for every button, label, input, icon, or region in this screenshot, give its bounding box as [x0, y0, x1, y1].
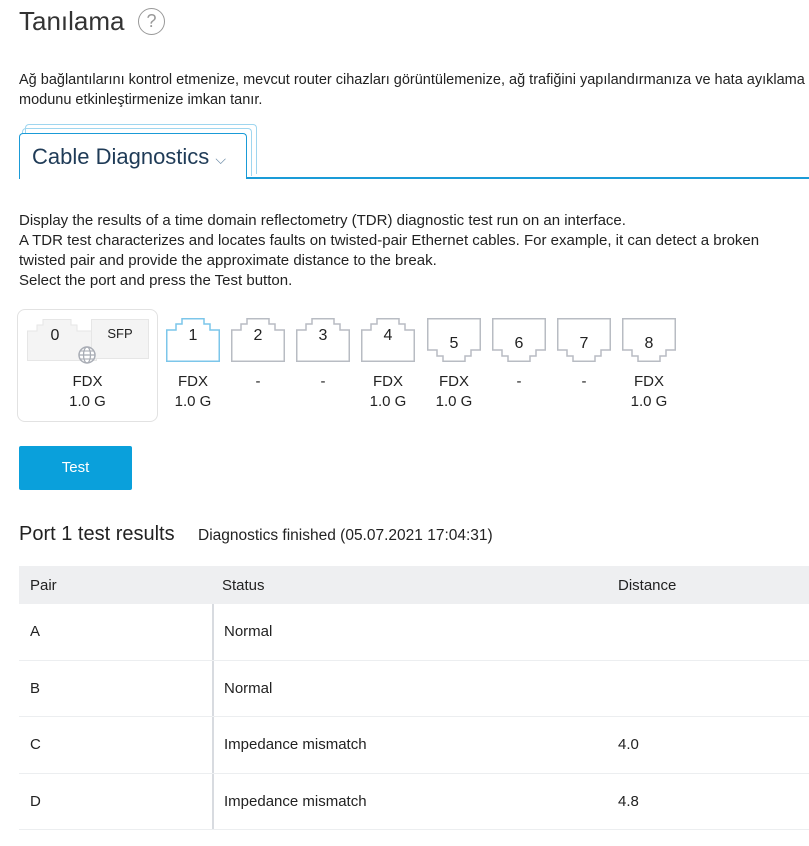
- port-speed: 1.0 G: [630, 393, 668, 410]
- description: [19, 211, 809, 291]
- tab-underline: [246, 177, 809, 179]
- port-duplex: -: [320, 373, 326, 390]
- chevron-down-icon: ⌵: [215, 151, 226, 167]
- table-row: [19, 774, 809, 831]
- port-number: 5: [449, 335, 459, 352]
- port-number: 6: [514, 335, 524, 352]
- cell-distance: 4.0: [618, 736, 639, 754]
- port-duplex: -: [255, 373, 261, 390]
- header-status: Status: [222, 576, 265, 594]
- results-title: Port 1 test results: [19, 523, 175, 545]
- cell-pair: B: [30, 679, 41, 697]
- table-row: [19, 604, 809, 661]
- port-duplex: FDX: [373, 373, 403, 390]
- port-number: 1: [188, 327, 198, 344]
- test-button[interactable]: Test: [19, 446, 132, 490]
- port-number: 2: [253, 327, 263, 344]
- port-speed: 1.0 G: [174, 393, 212, 410]
- port-duplex: FDX: [634, 373, 664, 390]
- table-row: [19, 661, 809, 718]
- port-duplex: FDX: [178, 373, 208, 390]
- port-5[interactable]: [427, 318, 481, 410]
- description-line: Display the results of a time domain reflectometry (TDR) diagnostic test run on an interface.: [19, 212, 626, 229]
- header-pair: Pair: [30, 576, 57, 594]
- port-duplex: FDX: [439, 373, 469, 390]
- cell-pair: D: [30, 792, 41, 810]
- page-title: Tanılama: [19, 6, 125, 36]
- port-number: 8: [644, 335, 654, 352]
- port-7[interactable]: [557, 318, 611, 390]
- description-line: Select the port and press the Test button.: [19, 272, 293, 289]
- port-3[interactable]: [296, 318, 350, 390]
- table-row: [19, 717, 809, 774]
- cell-pair: A: [30, 623, 41, 641]
- port-number: 3: [318, 327, 328, 344]
- cell-status: Impedance mismatch: [212, 717, 608, 773]
- port-4[interactable]: [361, 318, 415, 410]
- port-2[interactable]: [231, 318, 285, 390]
- table-header: [19, 566, 809, 604]
- tab-cable-diagnostics[interactable]: [19, 133, 247, 179]
- results-table: [19, 566, 809, 830]
- port-0-card[interactable]: [17, 309, 158, 422]
- port-number: 7: [579, 335, 589, 352]
- cell-distance: 4.8: [618, 792, 639, 810]
- sfp-slot: SFP: [91, 319, 149, 359]
- port-speed: 1.0 G: [435, 393, 473, 410]
- page-intro: Ağ bağlantılarını kontrol etmenize, mevcut router cihazları görüntülemenize, ağ trafiğini yapılandırmanıza ve hata ayıklama modunu etkinleştirmenize imkan tanır.: [19, 72, 805, 108]
- port-6[interactable]: [492, 318, 546, 390]
- header-distance: Distance: [618, 576, 677, 594]
- port-duplex: -: [516, 373, 522, 390]
- port-1[interactable]: [166, 318, 220, 410]
- cell-status: Normal: [212, 661, 608, 717]
- results-status: Diagnostics finished (05.07.2021 17:04:31): [198, 527, 493, 544]
- tab-label: Cable Diagnostics: [32, 144, 210, 169]
- globe-icon: [78, 346, 96, 364]
- cell-pair: C: [30, 736, 41, 754]
- cell-status: Impedance mismatch: [212, 774, 608, 830]
- cell-status: Normal: [212, 604, 608, 660]
- port-speed: 1.0 G: [69, 393, 106, 410]
- port-number: 0: [50, 327, 60, 344]
- port-8[interactable]: [622, 318, 676, 410]
- port-duplex: -: [581, 373, 587, 390]
- description-line: A TDR test characterizes and locates faults on twisted-pair Ethernet cables. For example, it can detect a broken twisted pair and provide the approximate distance to the break.: [19, 232, 760, 269]
- port-speed: 1.0 G: [369, 393, 407, 410]
- help-icon[interactable]: ?: [138, 8, 165, 35]
- port-number: 4: [383, 327, 393, 344]
- port-duplex: FDX: [72, 373, 103, 390]
